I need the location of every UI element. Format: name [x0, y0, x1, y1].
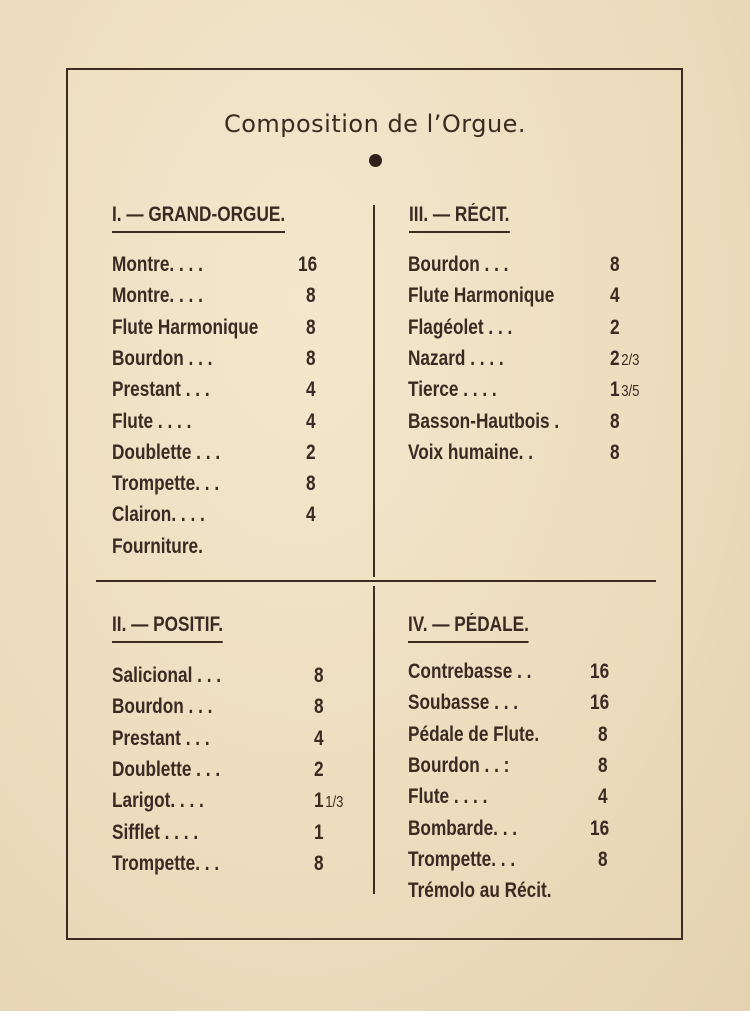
column-divider-bottom [373, 586, 375, 894]
bullet-ornament [369, 154, 382, 167]
footage-number: 1 [314, 789, 324, 813]
heading-pedale: IV. — PÉDALE. [408, 613, 529, 643]
stop-name: Trémolo au Récit. [408, 879, 552, 903]
stop-footage [610, 284, 620, 308]
stop-name: Soubasse . . . [408, 691, 519, 715]
stop-name: Tierce . . . . [408, 378, 497, 402]
stop-name: Bourdon . . . [408, 253, 509, 276]
stop-footage [306, 441, 316, 465]
footage-number: 8 [314, 695, 324, 719]
stop-footage [314, 789, 343, 813]
stop-footage [306, 316, 316, 340]
stop-footage [610, 410, 620, 434]
stop-footage [314, 695, 324, 719]
stop-footage [598, 754, 608, 778]
stop-footage [306, 472, 316, 496]
stop-footage [306, 503, 316, 527]
footage-fraction: 1/3 [325, 794, 344, 812]
footage-number: 8 [314, 851, 324, 875]
stop-name: Bourdon . . . [112, 346, 213, 370]
footage-number: 1 [314, 820, 324, 844]
stop-name: Voix humaine. . [408, 440, 534, 464]
stop-name: Trompette. . . [112, 472, 220, 496]
footage-number: 16 [590, 816, 610, 840]
stop-name: Flute Harmonique [112, 315, 259, 339]
footage-number: 4 [306, 378, 316, 402]
stop-footage [590, 660, 609, 684]
footage-number: 4 [610, 284, 620, 308]
footage-number: 8 [598, 722, 608, 746]
stop-footage [306, 378, 316, 402]
footage-number: 16 [590, 660, 610, 683]
stop-footage [610, 378, 639, 402]
stop-footage [610, 316, 620, 340]
footage-number: 8 [306, 315, 316, 339]
stop-name: Pédale de Flute. [408, 722, 540, 746]
footage-number: 2 [610, 315, 620, 339]
footage-number: 4 [306, 503, 316, 527]
stop-name: Flute . . . . [112, 409, 192, 433]
stop-footage [306, 347, 316, 371]
stop-footage [314, 821, 324, 845]
footage-number: 8 [610, 253, 620, 276]
stop-name: Contrebasse . . [408, 660, 532, 683]
stop-name: Flagéolet . . . [408, 315, 513, 339]
stop-footage [598, 723, 608, 747]
stop-footage [314, 664, 324, 688]
stop-name: Trompette. . . [112, 851, 220, 875]
column-divider-top [373, 205, 375, 577]
stop-name: Nazard . . . . [408, 346, 504, 370]
stop-name: Doublette . . . [112, 757, 221, 781]
page-title: Composition de l’Orgue. [223, 110, 527, 138]
footage-number: 16 [590, 691, 610, 715]
footage-number: 1 [610, 378, 620, 402]
stop-name: Clairon. . . . [112, 503, 205, 527]
stop-name: Sifflet . . . . [112, 820, 199, 844]
stop-name: Bourdon . . . [112, 695, 213, 719]
footage-fraction: 2/3 [621, 351, 640, 369]
footage-number: 2 [314, 757, 324, 781]
stop-name: Fourniture. [112, 534, 203, 558]
stop-footage [314, 727, 324, 751]
footage-number: 8 [598, 847, 608, 871]
stop-name: Prestant . . . [112, 726, 210, 750]
footage-fraction: 3/5 [621, 383, 640, 401]
stop-footage [610, 253, 620, 277]
footage-number: 16 [298, 253, 318, 276]
footage-number: 4 [306, 409, 316, 433]
stop-name: Trompette. . . [408, 847, 516, 871]
heading-grand-orgue: I. — GRAND-ORGUE. [112, 203, 285, 233]
stop-name: Larigot. . . . [112, 789, 204, 813]
stop-name: Flute Harmonique [408, 284, 555, 308]
footage-number: 2 [306, 440, 316, 464]
heading-positif: II. — POSITIF. [112, 613, 223, 643]
footage-number: 2 [610, 346, 620, 370]
footage-number: 8 [598, 753, 608, 777]
footage-number: 8 [306, 472, 316, 496]
heading-recit: III. — RÉCIT. [409, 203, 509, 233]
footage-number: 4 [598, 785, 608, 809]
stop-footage [314, 758, 324, 782]
stop-name: Bourdon . . : [408, 753, 510, 777]
stop-footage [590, 691, 609, 715]
stop-footage [306, 284, 316, 308]
stop-footage [306, 410, 316, 434]
stop-footage [314, 852, 324, 876]
stop-name: Doublette . . . [112, 440, 221, 464]
section-divider [96, 580, 656, 582]
stop-footage [590, 817, 609, 841]
footage-number: 8 [306, 346, 316, 370]
footage-number: 8 [610, 440, 620, 464]
footage-number: 4 [314, 726, 324, 750]
stop-footage [598, 785, 608, 809]
footage-number: 8 [306, 284, 316, 308]
footage-number: 8 [314, 664, 324, 687]
stop-name: Flute . . . . [408, 785, 488, 809]
stop-name: Basson-Hautbois . [408, 409, 560, 433]
stop-footage [598, 848, 608, 872]
stop-name: Montre. . . . [112, 253, 203, 276]
stop-name: Bombarde. . . [408, 816, 518, 840]
stop-name: Salicional . . . [112, 664, 222, 687]
stop-name: Prestant . . . [112, 378, 210, 402]
stop-footage [298, 253, 317, 277]
stop-name: Montre. . . . [112, 284, 203, 308]
footage-number: 8 [610, 409, 620, 433]
stop-footage [610, 441, 620, 465]
stop-footage [610, 347, 639, 371]
